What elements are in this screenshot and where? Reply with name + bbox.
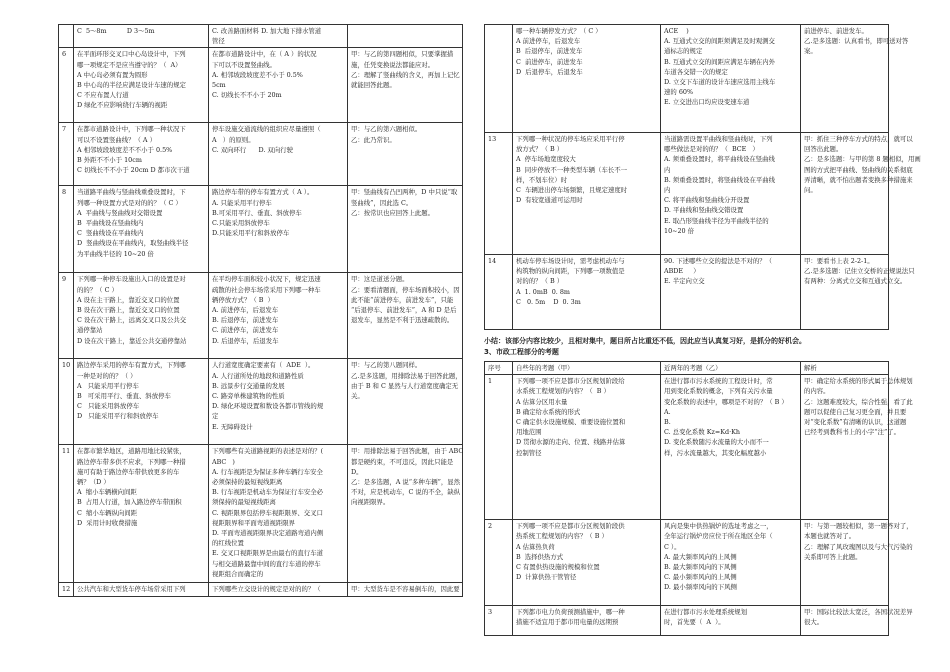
text-line: 退发车，显然是不利于迅速疏散的。 xyxy=(351,316,454,325)
analysis-cell xyxy=(348,359,463,445)
analysis-cell xyxy=(348,25,463,48)
question-number: 3 xyxy=(485,606,513,636)
text-line: D. 平面弯道视距限界决定道路弯道内侧 xyxy=(212,529,324,538)
text-line: 乙.是多选题：记住立交桥的正规说法只 xyxy=(804,267,915,276)
text-line: D 竖曲线设在平曲线内，取竖曲线半径 xyxy=(77,239,189,248)
text-line: 甲：要看书上表 2-2-1。 xyxy=(804,257,874,265)
table-row xyxy=(485,25,889,133)
text-line: “后退停车、前进发车”，A 和 D 是后 xyxy=(351,306,457,315)
text-line: C 不应布置人行道 xyxy=(77,91,129,100)
text-line: 甲：用排除法易于回答此题，由于 ABC xyxy=(351,447,464,456)
text-line: C. 改善路面材料 D. 加大地下排水管道 xyxy=(212,27,322,35)
text-line: A 只能采用平行停车 xyxy=(77,381,139,390)
text-line: 很大。 xyxy=(804,618,824,627)
text-line: 热系统工程规划的内容？（ B ） xyxy=(516,532,608,541)
text-line: 的红线位置 xyxy=(212,539,244,548)
text-line: 路边停车采用的停车有置方式，下列哪 xyxy=(77,361,186,370)
text-line: 施可有助于路边停车带供放更多的车 xyxy=(77,467,180,476)
text-line: 的的？（ C ） xyxy=(77,285,118,294)
question-b-cell xyxy=(661,375,801,520)
text-line: B. 行车视距是机动车为保证行车安全必 xyxy=(212,488,324,497)
text-line: B. xyxy=(664,418,671,427)
text-line: D. 后退停车，后退发车 xyxy=(212,336,279,345)
text-line: D. 平曲线和竖曲线交错设置 xyxy=(664,206,744,215)
text-line: C ）。 xyxy=(664,542,681,551)
question-b-cell xyxy=(209,445,348,583)
text-line: 管径 xyxy=(212,37,225,46)
text-line: 必须保持的最短视线距离 xyxy=(212,478,283,487)
question-b-cell xyxy=(209,359,348,445)
text-line: 时，首先要（ A ）。 xyxy=(664,618,725,627)
text-line: 公共汽车和大型货车停车场常采用下列 xyxy=(77,585,186,594)
text-line: 甲：与乙的第八题同样。 xyxy=(351,361,422,370)
text-line: D 贯彻水源的走向、位置、线路并估算 xyxy=(516,438,626,447)
text-line: B.可采用平行、垂直、斜放停车 xyxy=(212,208,302,217)
text-line: 当道路需设置平曲线和竖曲线时，下列 xyxy=(664,135,773,143)
question-b-cell xyxy=(209,48,348,123)
text-line: B 确定给水系统的形式 xyxy=(516,407,581,416)
text-line: 用到变化系数的概念，下列有关污水量 xyxy=(664,387,773,396)
text-line: A 平曲线与竖曲线对交错设置 xyxy=(77,208,163,217)
text-line: D 只能采用平行和斜放停车 xyxy=(77,412,159,421)
text-line: 甲：国际比较法太宽泛，各国状况差异 xyxy=(804,608,913,617)
text-line: D. 绿化环境设置和数设各都市管线的规 xyxy=(212,402,324,411)
text-line: D 设在次干路上，靠近公共交通停靠站 xyxy=(77,336,187,345)
text-line: 竖曲线”，因此选 C。 xyxy=(351,198,413,207)
text-line: C. 前进停车，前进发车 xyxy=(212,326,279,335)
text-line: 一种是对的的？（ ） xyxy=(77,371,137,380)
table-row xyxy=(59,583,463,597)
text-line: A. xyxy=(664,407,671,416)
question-b-cell xyxy=(209,583,348,597)
analysis-cell xyxy=(801,255,915,330)
question-a-cell xyxy=(513,25,661,133)
text-line: 构筑物的纵向间距，下列哪一项数值是 xyxy=(516,267,625,276)
text-line: B. 远景步行交通量的发展 xyxy=(212,381,285,390)
text-line: 甲：确定给水系统的形式属于总体规划 xyxy=(804,377,913,386)
question-b-cell xyxy=(661,25,801,133)
question-a-cell xyxy=(74,445,209,583)
text-line: A. 只能采用平行停车 xyxy=(212,198,272,207)
question-a-cell xyxy=(513,133,661,255)
table-row xyxy=(485,375,889,520)
analysis-cell xyxy=(801,133,921,255)
text-line: B 中心岛的半径应满足设计车速的规定 xyxy=(77,81,186,90)
question-a-cell xyxy=(74,359,209,445)
question-b-cell xyxy=(209,123,348,186)
text-line: 问。 xyxy=(804,186,817,195)
text-line: 案。 xyxy=(804,47,817,56)
text-line: D.只能采用平行和斜放停车 xyxy=(212,229,290,238)
text-line: 哪一项规定不是应当遵守的？（ A） xyxy=(77,60,182,69)
text-line: 与相交道路最靠中间的直行车道的停车 xyxy=(212,559,321,568)
text-line: B 占用人行道，加入路边停车带面积 xyxy=(77,498,182,507)
table-row xyxy=(485,520,889,606)
text-line: B 设在次干路上，靠近交叉口的位置 xyxy=(77,306,180,315)
text-line: 辆停放方式？（ B ） xyxy=(212,295,274,304)
text-line: D 有较宽通道可运用时 xyxy=(516,196,583,205)
text-line: 下列哪一种停车设施出入口的设置是对 xyxy=(77,275,186,284)
analysis-cell xyxy=(348,273,463,359)
text-line: 甲：这是道送分题。 xyxy=(351,275,409,284)
text-line: 通标志的规定 xyxy=(664,47,703,56)
text-line: B 同步停放不一种类型车辆（车长不一 xyxy=(516,165,628,174)
question-b-cell xyxy=(661,255,801,330)
text-line: C 有置供热设施的规模和位置 xyxy=(516,563,600,572)
text-line: 车道各交错一次的规定 xyxy=(664,67,728,76)
text-line: 视距组合而确定的 xyxy=(212,569,264,578)
question-number: 12 xyxy=(59,583,74,597)
text-line: 停车设施交通流线的组织应尽量遵照（ xyxy=(212,125,321,134)
text-line: B. 互通式立交的间距应满足车辆在内外 xyxy=(664,57,776,66)
text-line: A. 行车视距是为保证多种车辆行车安全 xyxy=(212,467,323,476)
text-line: 甲：与乙的第四题相似，只要掌握措 xyxy=(351,50,454,59)
question-number: 1 xyxy=(485,375,513,520)
text-line: 不对，应是机动车，C 说的不全，缺纵 xyxy=(351,488,461,497)
header-cell: 序号 xyxy=(485,362,513,375)
question-b-cell xyxy=(209,273,348,359)
text-line: B 选择供热方式 xyxy=(516,552,564,561)
text-line: 疏散的社会停车场常采用下列哪一种车 xyxy=(212,285,321,294)
text-line: 已经考到教科书上的小字“注”了。 xyxy=(804,428,901,437)
text-line: 辆？（D ） xyxy=(77,478,110,487)
question-number: 13 xyxy=(485,133,513,255)
text-line: 乙：按常识也应回答上此题。 xyxy=(351,208,435,217)
text-line: A 估算分区用水量 xyxy=(516,397,568,406)
text-line: C 缩小车辆纵向间距 xyxy=(77,508,138,517)
question-number: 8 xyxy=(59,186,74,273)
text-line: C 0. 5m D 0. 3m xyxy=(516,297,581,306)
header-cell: 自些年的考题（甲） xyxy=(513,362,661,375)
text-line: D. 最小频率风向的下风侧 xyxy=(664,583,737,592)
text-line: 速的 60% xyxy=(664,88,694,97)
text-line: 样，不划车位）时 xyxy=(516,175,568,184)
text-line: 对的的？（ B ） xyxy=(516,277,564,286)
text-line: A. 互通式立交的间距须满足及时观测交 xyxy=(664,37,775,46)
text-line: 甲：大型货车是不容易倒车的，因此要 xyxy=(351,585,460,594)
text-line: 乙：理解了风玫瑰图以及与大气污染的 xyxy=(804,542,913,551)
text-line: 本题也就答对了。 xyxy=(804,532,856,541)
text-line: 在进行都市污水处理系统规划 xyxy=(664,608,748,617)
text-line: B 后退停车，前进发车 xyxy=(516,47,583,56)
text-line: 弄清晰，就不怕出题者变换多种措施来 xyxy=(804,175,913,184)
left-question-table xyxy=(58,24,462,597)
text-line: A. 相邻坡段坡度差不小于 0.5% xyxy=(212,70,303,79)
text-line: A 设在主干路上，靠近交叉口的位置 xyxy=(77,295,180,304)
text-line: D 计算供热干管管径 xyxy=(516,573,577,582)
text-line: 在都市道路设计中，下列哪一种状况下 xyxy=(77,125,186,134)
text-line: 甲：与乙的第六题相似。 xyxy=(351,125,422,134)
text-line: B. 后退停车，前进发车 xyxy=(212,316,279,325)
text-line: ACE ) xyxy=(664,27,689,35)
text-line: 在平面环形交叉口中心岛设计中，下列 xyxy=(77,50,186,59)
text-line: 样，污水流量越大，其变化幅度越小 xyxy=(664,448,767,457)
text-line: C.只能采用斜放停车 xyxy=(212,219,270,228)
text-line: E. 取凸形竖曲线半径为平曲线半径的 xyxy=(664,216,769,225)
text-line: 下列哪些立交设计的规定是对的的？（ xyxy=(212,585,321,594)
text-line: C 只能采用斜放停车 xyxy=(77,402,140,411)
text-line: B 外距不不小于 10cm xyxy=(77,156,142,165)
question-number: 2 xyxy=(485,520,513,606)
text-line: 在进行都市污水系统的工程设计时，常 xyxy=(664,377,773,386)
text-line: 下列哪些有关道路视距的表述是对的？( xyxy=(212,447,324,456)
text-line: 就能回答此题。 xyxy=(351,81,396,90)
text-line: 用地范围 xyxy=(516,428,542,437)
text-line: D 采用计时收费措施 xyxy=(77,518,138,527)
text-line: ABDE ） xyxy=(664,267,700,276)
text-line: 下列哪一项不应是都市分区规划阶段供 xyxy=(516,522,625,531)
text-line: 下可以不设置竖曲线。 xyxy=(212,60,276,69)
table-row xyxy=(59,359,463,445)
text-line: 下列哪一项不应是都市分区规划阶段给 xyxy=(516,377,625,386)
text-line: C. 双向环行 D. 双向行驶 xyxy=(212,145,293,154)
text-line: 向视距限界。 xyxy=(351,498,390,507)
analysis-cell xyxy=(801,25,909,133)
text-line: A 中心岛必须有置为圆形 xyxy=(77,70,148,79)
table-row xyxy=(485,133,889,255)
text-line: A 停车场地宽度较大 xyxy=(516,155,576,164)
text-line: ABC ) xyxy=(212,457,235,466)
question-number: 10 xyxy=(59,359,74,445)
text-line: C 竖曲线设在平曲线内 xyxy=(77,229,144,238)
text-line: 题可以促使自己复习更全面，并且要 xyxy=(804,407,907,416)
analysis-cell xyxy=(348,48,463,123)
question-number: 6 xyxy=(59,48,74,123)
text-line: 人行道宽度确定要素有（ ADE ）。 xyxy=(212,361,315,370)
right-table-top xyxy=(484,24,921,330)
question-a-cell xyxy=(74,583,209,597)
text-line: D 绿化不应影响绕行车辆的视距 xyxy=(77,101,168,110)
header-row xyxy=(485,362,889,375)
text-line: A 相邻坡段坡度差不不小于 0.5% xyxy=(77,145,173,154)
text-line: 有两种：分离式立交和互通式立交。 xyxy=(804,277,907,286)
text-line: 乙.是多选题：认真看书，即可送对答 xyxy=(804,37,909,46)
text-line: 列哪一种设置方式是对的的？（ C ） xyxy=(77,198,182,207)
table-row xyxy=(59,25,463,48)
text-line: E. 半定向立交 xyxy=(664,277,705,286)
text-line: D 后退停车，后退发车 xyxy=(516,67,583,76)
question-a-cell xyxy=(74,25,209,48)
text-line: 机动车停车场设计时，需考虑机动车与 xyxy=(516,257,625,265)
text-line: 当道路平曲线与竖曲线重叠设置时，下 xyxy=(77,188,186,197)
text-line: C. 总变化系数 Kz=Kd·Kh xyxy=(664,428,740,437)
table-row xyxy=(485,606,889,636)
text-line: 前进停车、前进发车。 xyxy=(804,27,868,35)
text-line: 须保持的最短视线距离 xyxy=(212,498,276,507)
table-row xyxy=(59,445,463,583)
question-number xyxy=(59,25,74,48)
text-line: C 确定供水设施规模、重要设施位置和 xyxy=(516,418,626,427)
text-line: 的内容。 xyxy=(804,387,830,396)
text-line: 对“变化系数”有清晰的认识，这道题 xyxy=(804,418,907,427)
question-b-cell xyxy=(661,133,801,255)
text-line: A 1. 0mB 0. 8m xyxy=(516,287,570,296)
text-line: 放方式？（ B ） xyxy=(516,145,564,154)
text-line: D. 立交下车道的设计车速应选用主线车 xyxy=(664,78,776,87)
question-a-cell xyxy=(74,123,209,186)
text-line: C 车辆进出停车场频繁，且规定速度时 xyxy=(516,186,628,195)
table-row xyxy=(59,48,463,123)
text-line: 路边停车带的停车有置方式（ A ）。 xyxy=(212,188,314,197)
text-line: E. 立交进出口均应设变速车道 xyxy=(664,98,750,107)
text-line: 下列都市电力负荷预测措施中，哪一种 xyxy=(516,608,625,617)
text-line: 乙：理解了竖曲线的含义，再加上记忆 xyxy=(351,70,460,79)
question-b-cell xyxy=(209,186,348,273)
question-number xyxy=(485,25,513,133)
right-table-municipal xyxy=(484,361,913,636)
question-number: 9 xyxy=(59,273,74,359)
text-line: E. 无障碍设计 xyxy=(212,422,253,431)
text-line: 乙：这题难度较大，综合性强，看了此 xyxy=(804,397,913,406)
text-line: 90. 下述哪些立交的提法是不对的？（ xyxy=(664,257,773,265)
question-b-cell xyxy=(661,520,801,606)
text-line: 关系即可答上此题。 xyxy=(804,552,862,561)
table-row xyxy=(59,123,463,186)
header-cell: 解析 xyxy=(801,362,889,375)
text-line: D。 xyxy=(351,467,363,476)
text-line: 哪些做法是对的的？（ BCE ） xyxy=(664,145,759,154)
text-line: 水系统工程规划的内容？（ B ） xyxy=(516,387,610,396)
text-line: 乙.是多选题，用排除法易于回答此题， xyxy=(351,371,462,380)
text-line: A 缩小车辆横向间距 xyxy=(77,488,137,497)
text-line: 内 xyxy=(664,186,671,195)
text-line: 关。 xyxy=(351,392,364,401)
question-b-cell xyxy=(661,606,801,636)
summary-text: 小结：该部分内容比较少，且相对集中，题目所占比重还不低，因此应当认真复习好，是抓分的好机会。 xyxy=(484,337,806,345)
text-line: C 设在次干路上，远离交叉口及公共交 xyxy=(77,316,187,325)
text-line: 此不能“前进停车，前进发车”，只能 xyxy=(351,295,454,304)
text-line: 甲：与第一题较相似，第一题答对了， xyxy=(804,522,913,531)
text-line: A. 须重叠设置时，将平曲线设在竖曲线 xyxy=(664,155,775,164)
text-line: 甲：抓住三种停车方式的特点，就可以 xyxy=(804,135,913,143)
text-line: 乙：是多选题，A 说“多种车辆”，显然 xyxy=(351,478,461,487)
analysis-cell xyxy=(348,186,463,273)
text-line: 定 xyxy=(212,412,219,421)
analysis-cell xyxy=(348,445,463,583)
question-number: 11 xyxy=(59,445,74,583)
table-row xyxy=(485,255,889,330)
text-line: 乙：此乃常识。 xyxy=(351,135,396,144)
text-line: B 平曲线设在竖曲线内 xyxy=(77,219,144,228)
question-a-cell xyxy=(513,520,661,606)
analysis-cell xyxy=(348,123,463,186)
analysis-cell xyxy=(801,606,913,636)
text-line: B. 须重叠设置时，将竖曲线设在平曲线 xyxy=(664,175,776,184)
text-line: 甲：竖曲线有凸凹两种，D 中只说“取 xyxy=(351,188,458,197)
text-line: A 估算热负荷 xyxy=(516,542,555,551)
question-number: 7 xyxy=(59,123,74,186)
question-a-cell xyxy=(74,186,209,273)
text-line: 控制管径 xyxy=(516,448,542,457)
text-line: 哪一种车辆停发方式？（ C ） xyxy=(516,27,602,35)
text-line: B. 最大频率风向的下风侧 xyxy=(664,563,737,572)
section-title: 3、市政工程部分的考题 xyxy=(484,348,559,356)
table-row xyxy=(59,273,463,359)
text-line: 乙：是多选题：与甲的第 8 题相似，用画 xyxy=(804,155,921,164)
table-row xyxy=(59,186,463,273)
text-line: 下列哪一种状况的停车场应采用平行停 xyxy=(516,135,625,143)
text-line: 内 xyxy=(664,165,671,174)
text-line: E. 交叉口视距限界是由最右的直行车道 xyxy=(212,549,323,558)
text-line: B 可采用平行、垂直、斜放停车 xyxy=(77,392,171,401)
text-line: 在平均停车面积较小状况下，规定迅速 xyxy=(212,275,321,284)
text-line: A. 人行道所处的地段和道路性质 xyxy=(212,371,304,380)
text-line: 图的方式把平曲线、竖曲线的关系彻底 xyxy=(804,165,913,174)
analysis-cell xyxy=(348,583,463,597)
text-line: C. 最小频率风向的上风侧 xyxy=(664,573,737,582)
text-line: 视距限界和平面弯道视距限界 xyxy=(212,518,296,527)
analysis-cell xyxy=(801,375,913,520)
text-line: 措施不适宜用于都市用电量的远期预 xyxy=(516,618,619,627)
text-line: 5cm xyxy=(212,81,226,90)
text-line: 全年运行锅炉房应位于所在地区全年（ xyxy=(664,532,773,541)
analysis-cell xyxy=(801,520,913,606)
text-line: 路边停车带多供不应求，下列哪一种措 xyxy=(77,457,186,466)
text-line: 10~20 倍 xyxy=(664,226,695,235)
text-line: 变化系数的表述中，哪项是不对的？（ B ） xyxy=(664,397,788,406)
text-line: 回答出此题。 xyxy=(804,145,843,154)
text-line: 都是硬约束，不可违反，因此只能是 xyxy=(351,457,454,466)
text-line: 乙：要看清题面，停车场面积较小，因 xyxy=(351,285,460,294)
text-line: 风向是集中供热锅炉的选址考虑之一， xyxy=(664,522,773,531)
text-line: C. 将平曲线和竖曲线分开设置 xyxy=(664,196,750,205)
text-line: D. 变化系数随污水流量的大小而不一 xyxy=(664,438,769,447)
text-line: C 5～8m D 3～5m xyxy=(77,27,155,35)
text-line: C 前进停车，前进发车 xyxy=(516,57,583,66)
text-line: A. 最大频率风向的上风侧 xyxy=(664,552,737,561)
question-number: 14 xyxy=(485,255,513,330)
text-line: A. 前进停车，后退发车 xyxy=(212,306,279,315)
question-a-cell xyxy=(513,375,661,520)
text-line: 施，任凭变换说法都能应对。 xyxy=(351,60,435,69)
left-table xyxy=(58,24,463,597)
text-line: 由于 B 和 C 显然与人行道宽度确定无 xyxy=(351,381,459,390)
text-line: 在都市繁华地区，道路用地比较紧张， xyxy=(77,447,186,456)
header-cell: 近两年的考题（乙） xyxy=(661,362,801,375)
text-line: 可以不设置竖曲线？（ A ） xyxy=(77,135,156,144)
text-line: C. 视距限界包括停车视距限界、交叉口 xyxy=(212,508,323,517)
text-line: C 切线长不不小于 20cm D 都市次干道 xyxy=(77,166,190,175)
question-a-cell xyxy=(74,48,209,123)
text-line: C. 路旁单株建筑物的性质 xyxy=(212,392,285,401)
question-b-cell xyxy=(209,25,348,48)
right-question-table xyxy=(484,24,921,636)
text-line: 通停靠站 xyxy=(77,326,103,335)
question-a-cell xyxy=(513,255,661,330)
text-line: 为平曲线半径的 10~20 倍 xyxy=(77,249,154,258)
question-a-cell xyxy=(74,273,209,359)
question-a-cell xyxy=(513,606,661,636)
text-line: A 前进停车，后退发车 xyxy=(516,37,581,46)
text-line: A ）的原则。 xyxy=(212,135,255,144)
text-line: C. 切线长不不小于 20m xyxy=(212,91,282,100)
text-line: 在都市道路设计中，在（ A ）的状况 xyxy=(212,50,317,59)
